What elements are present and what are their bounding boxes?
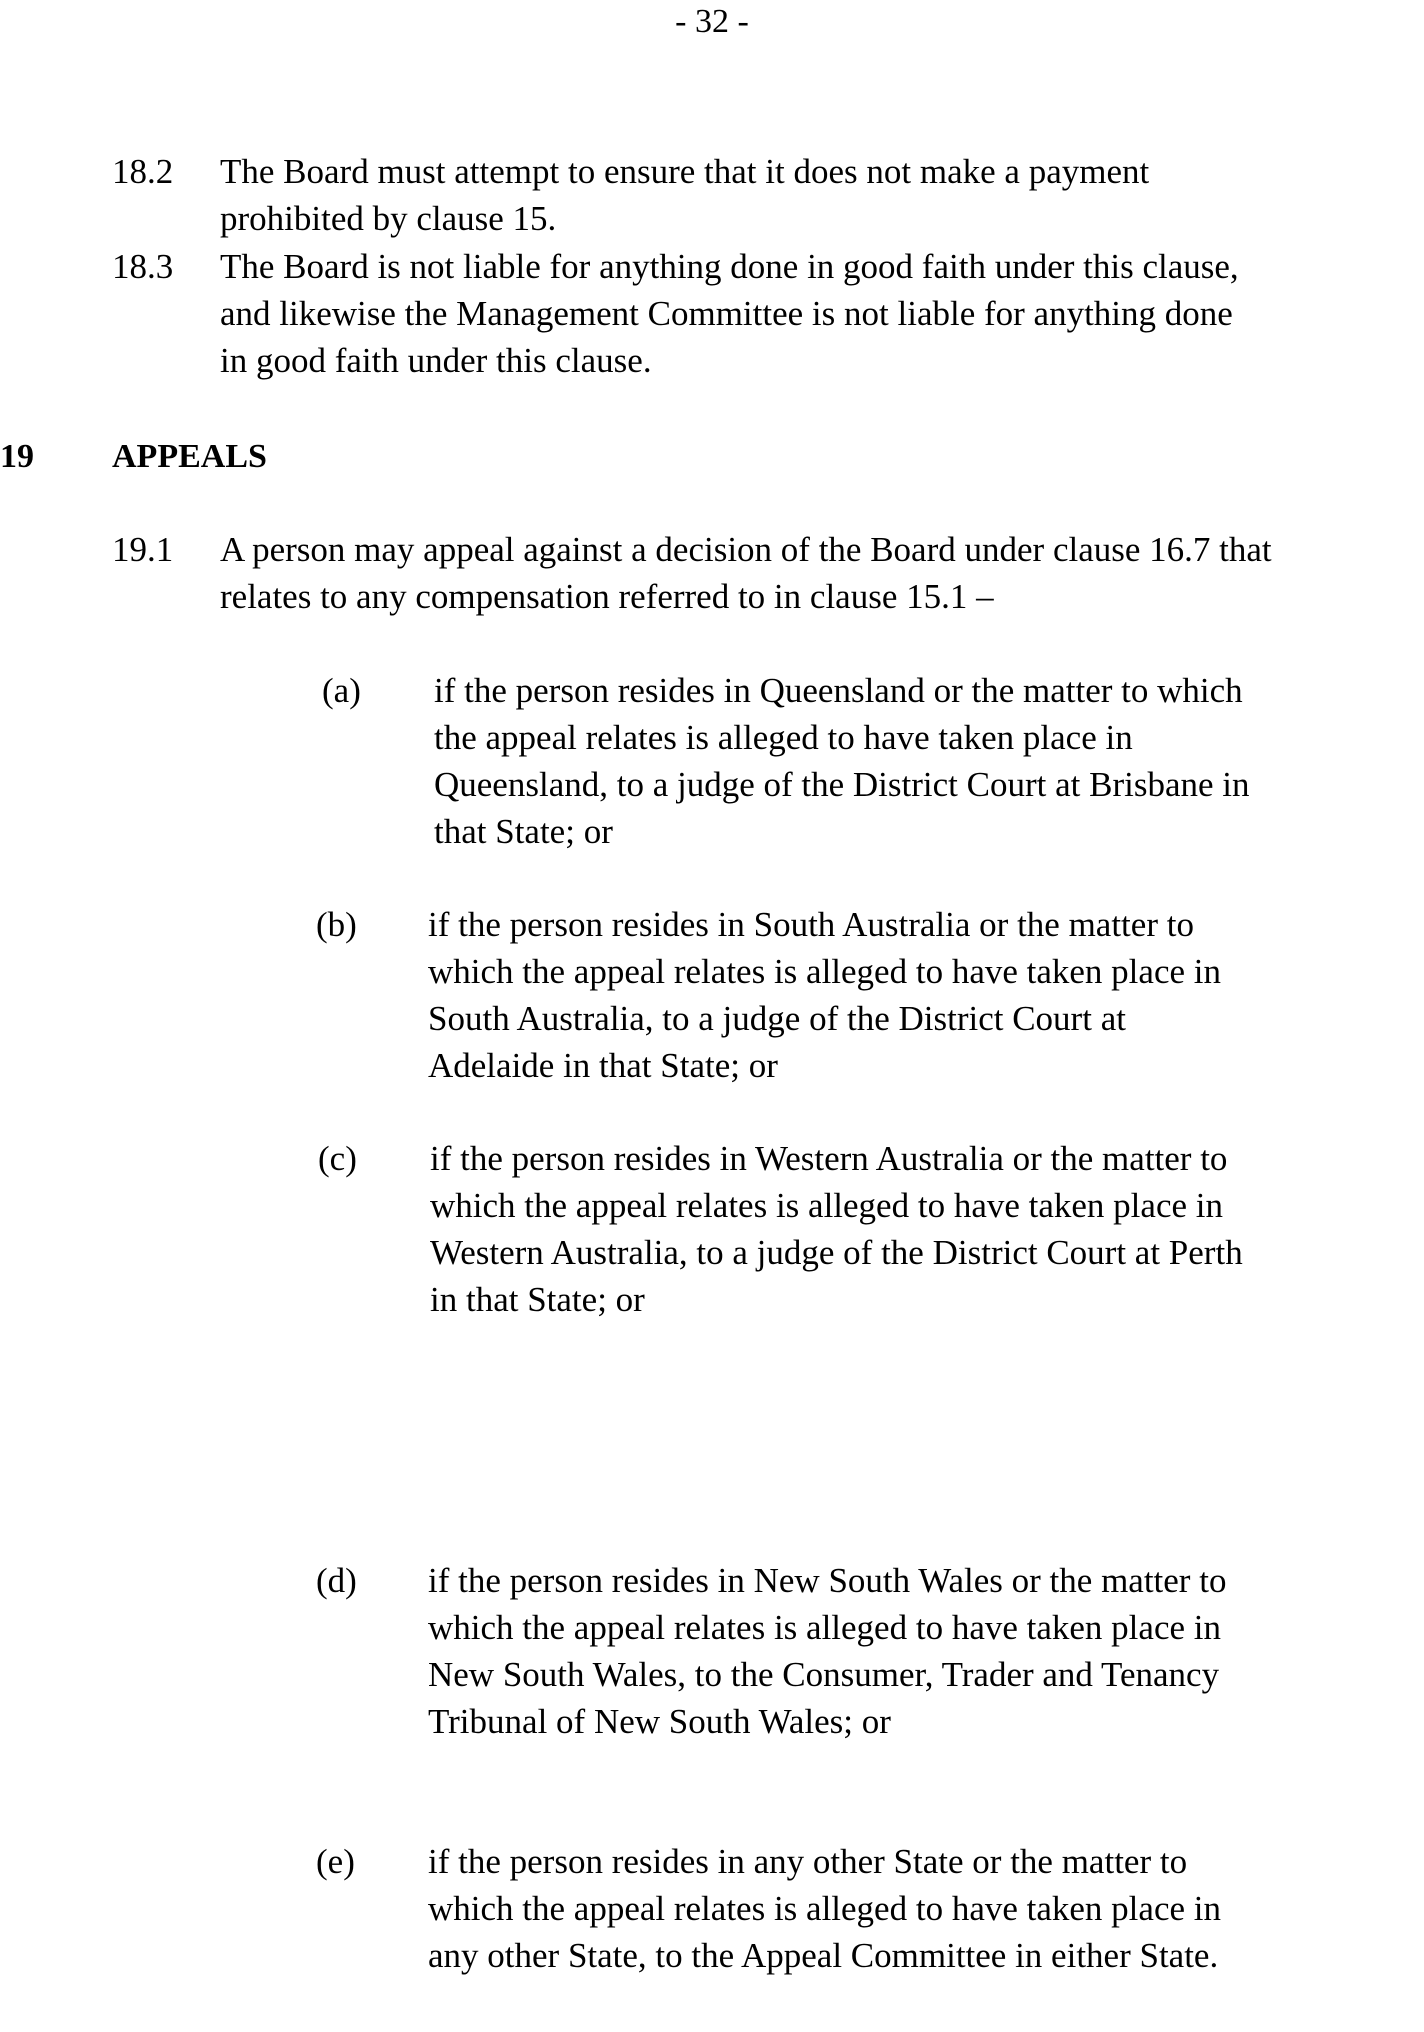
- clause-number: 18.3: [112, 247, 174, 286]
- clause-19-1: [112, 526, 1292, 622]
- clause-text: The Board is not liable for anything done in good faith under this clause, and likewise the Management Committee is not liable for anything done in good faith under this clause.: [220, 247, 1239, 380]
- clause-text: A person may appeal against a decision of the Board under clause 16.7 that relates to any compensation referred to in clause 15.1 –: [220, 530, 1272, 616]
- clause-text: The Board must attempt to ensure that it does not make a payment prohibited by clause 15.: [220, 152, 1150, 238]
- item-text: if the person resides in Queensland or the matter to which the appeal relates is alleged to have taken place in Queensland, to a judge of the District Court at Brisbane in that State; or: [434, 671, 1250, 851]
- item-text: if the person resides in South Australia or the matter to which the appeal relates is alleged to have taken place in South Australia, to a judge of the District Court at Adelaide in that State; or: [428, 905, 1221, 1085]
- list-item-e: [316, 1838, 1296, 2028]
- list-item-c: [318, 1135, 1298, 1325]
- item-label: (c): [318, 1139, 357, 1178]
- section-title: APPEALS: [112, 438, 267, 475]
- section-number: 19: [0, 438, 34, 475]
- section-heading: [0, 433, 600, 483]
- item-label: (b): [316, 905, 357, 944]
- clause-18-3: [112, 243, 1292, 387]
- list-item-a: [322, 667, 1302, 857]
- clause-18-2: [112, 148, 1292, 244]
- list-item-d: [316, 1557, 1296, 1797]
- clause-number: 18.2: [112, 152, 174, 191]
- item-label: (e): [316, 1842, 355, 1881]
- page-number: - 32 -: [675, 3, 749, 40]
- item-text: if the person resides in any other State or the matter to which the appeal relates is alleged to have taken place in any other State, to the Appeal Committee in either State.: [428, 1842, 1221, 1975]
- item-text: if the person resides in New South Wales or the matter to which the appeal relates is alleged to have taken place in New South Wales, to the Consumer, Trader and Tenancy Tribunal of New South Wales; or: [428, 1561, 1227, 1741]
- list-item-b: [316, 901, 1296, 1091]
- item-text: if the person resides in Western Australia or the matter to which the appeal relates is alleged to have taken place in Western Australia, to a judge of the District Court at Perth in that State; or: [430, 1139, 1243, 1319]
- item-label: (a): [322, 671, 361, 710]
- clause-number: 19.1: [112, 530, 174, 569]
- item-label: (d): [316, 1561, 357, 1600]
